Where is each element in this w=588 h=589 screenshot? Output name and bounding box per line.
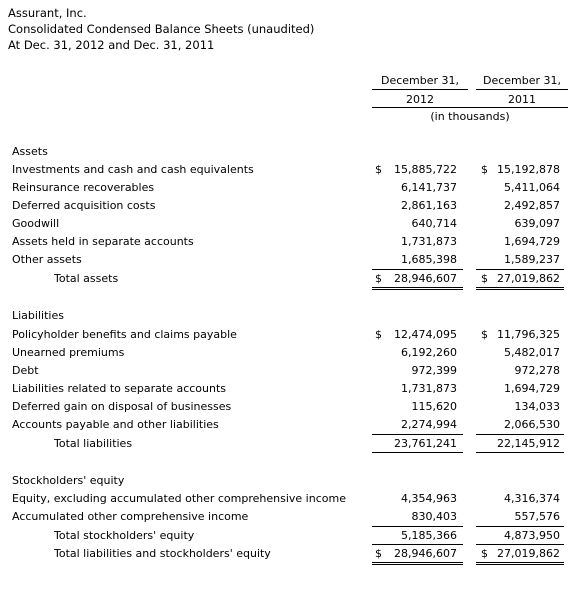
row-label: Policyholder benefits and claims payable <box>12 328 237 341</box>
value-2012: 4,354,963 <box>401 492 457 505</box>
table-row <box>0 215 588 233</box>
value-2011: 27,019,862 <box>497 547 560 560</box>
value-2011: 5,411,064 <box>504 181 560 194</box>
row-label: Deferred gain on disposal of businesses <box>12 400 232 413</box>
currency-symbol: $ <box>481 547 488 560</box>
row-label: Debt <box>12 364 39 377</box>
row-label: Investments and cash and cash equivalents <box>12 163 254 176</box>
grand-total-row <box>0 545 588 563</box>
currency-symbol: $ <box>481 328 488 341</box>
currency-symbol: $ <box>481 272 488 285</box>
value-2011: 27,019,862 <box>497 272 560 285</box>
row-label: Accumulated other comprehensive income <box>12 510 249 523</box>
table-row <box>0 179 588 197</box>
total-row <box>0 527 588 545</box>
value-2012: 972,399 <box>411 364 457 377</box>
col1-header-line1: December 31, <box>380 74 460 87</box>
row-label: Total assets <box>54 272 119 285</box>
value-2012: 640,714 <box>411 217 457 230</box>
value-2012: 15,885,722 <box>394 163 457 176</box>
section-heading-equity <box>0 472 588 490</box>
col1-header-rule <box>372 89 468 90</box>
col1-header-year: 2012 <box>406 93 434 106</box>
value-2012: 2,274,994 <box>401 418 457 431</box>
row-label: Unearned premiums <box>12 346 125 359</box>
total-rule <box>476 452 564 453</box>
double-underline <box>476 562 564 565</box>
value-2012: 23,761,241 <box>394 437 457 450</box>
row-label: Total stockholders' equity <box>54 529 195 542</box>
units-label: (in thousands) <box>430 110 510 123</box>
section-heading-assets <box>0 143 588 161</box>
value-2012: 5,185,366 <box>401 529 457 542</box>
value-2011: 15,192,878 <box>497 163 560 176</box>
row-label: Total liabilities <box>54 437 133 450</box>
value-2011: 4,316,374 <box>504 492 560 505</box>
col2-header-year: 2011 <box>508 93 536 106</box>
row-label: Liabilities related to separate accounts <box>12 382 227 395</box>
value-2011: 557,576 <box>514 510 560 523</box>
row-label: Other assets <box>12 253 82 266</box>
row-label: Accounts payable and other liabilities <box>12 418 219 431</box>
value-2011: 1,694,729 <box>504 382 560 395</box>
section-label: Assets <box>12 145 48 158</box>
table-row <box>0 161 588 179</box>
value-2011: 5,482,017 <box>504 346 560 359</box>
currency-symbol: $ <box>481 163 488 176</box>
value-2012: 28,946,607 <box>394 272 457 285</box>
table-row <box>0 490 588 508</box>
value-2011: 134,033 <box>514 400 560 413</box>
table-row <box>0 233 588 251</box>
value-2011: 1,589,237 <box>504 253 560 266</box>
col2-header-rule <box>476 89 568 90</box>
value-2012: 6,141,737 <box>401 181 457 194</box>
header-rule <box>372 107 568 108</box>
table-row <box>0 197 588 215</box>
total-row <box>0 435 588 453</box>
double-underline <box>372 562 463 565</box>
value-2012: 12,474,095 <box>394 328 457 341</box>
value-2012: 1,731,873 <box>401 235 457 248</box>
value-2012: 1,685,398 <box>401 253 457 266</box>
table-row <box>0 344 588 362</box>
total-row <box>0 270 588 288</box>
value-2012: 830,403 <box>411 510 457 523</box>
value-2011: 1,694,729 <box>504 235 560 248</box>
table-row <box>0 326 588 344</box>
row-label: Assets held in separate accounts <box>12 235 194 248</box>
row-label: Equity, excluding accumulated other comprehensive income <box>12 492 346 505</box>
value-2011: 639,097 <box>514 217 560 230</box>
currency-symbol: $ <box>375 547 382 560</box>
value-2012: 115,620 <box>411 400 457 413</box>
double-underline <box>476 287 564 290</box>
value-2012: 28,946,607 <box>394 547 457 560</box>
value-2011: 972,278 <box>514 364 560 377</box>
currency-symbol: $ <box>375 163 382 176</box>
table-row <box>0 508 588 526</box>
table-row <box>0 362 588 380</box>
table-row <box>0 251 588 269</box>
total-rule <box>372 452 463 453</box>
currency-symbol: $ <box>375 328 382 341</box>
value-2012: 6,192,260 <box>401 346 457 359</box>
table-row <box>0 380 588 398</box>
section-label: Stockholders' equity <box>12 474 125 487</box>
company-name: Assurant, Inc. <box>8 6 87 20</box>
statement-date: At Dec. 31, 2012 and Dec. 31, 2011 <box>8 38 215 52</box>
col2-header-line1: December 31, <box>482 74 562 87</box>
section-heading-liabilities <box>0 307 588 325</box>
value-2011: 4,873,950 <box>504 529 560 542</box>
value-2012: 1,731,873 <box>401 382 457 395</box>
row-label: Total liabilities and stockholders' equity <box>54 547 271 560</box>
table-row <box>0 416 588 434</box>
section-label: Liabilities <box>12 309 64 322</box>
value-2012: 2,861,163 <box>401 199 457 212</box>
double-underline <box>372 287 463 290</box>
table-row <box>0 398 588 416</box>
currency-symbol: $ <box>375 272 382 285</box>
value-2011: 22,145,912 <box>497 437 560 450</box>
row-label: Reinsurance recoverables <box>12 181 155 194</box>
value-2011: 11,796,325 <box>497 328 560 341</box>
value-2011: 2,066,530 <box>504 418 560 431</box>
row-label: Deferred acquisition costs <box>12 199 156 212</box>
statement-title: Consolidated Condensed Balance Sheets (unaudited) <box>8 22 315 36</box>
row-label: Goodwill <box>12 217 60 230</box>
value-2011: 2,492,857 <box>504 199 560 212</box>
